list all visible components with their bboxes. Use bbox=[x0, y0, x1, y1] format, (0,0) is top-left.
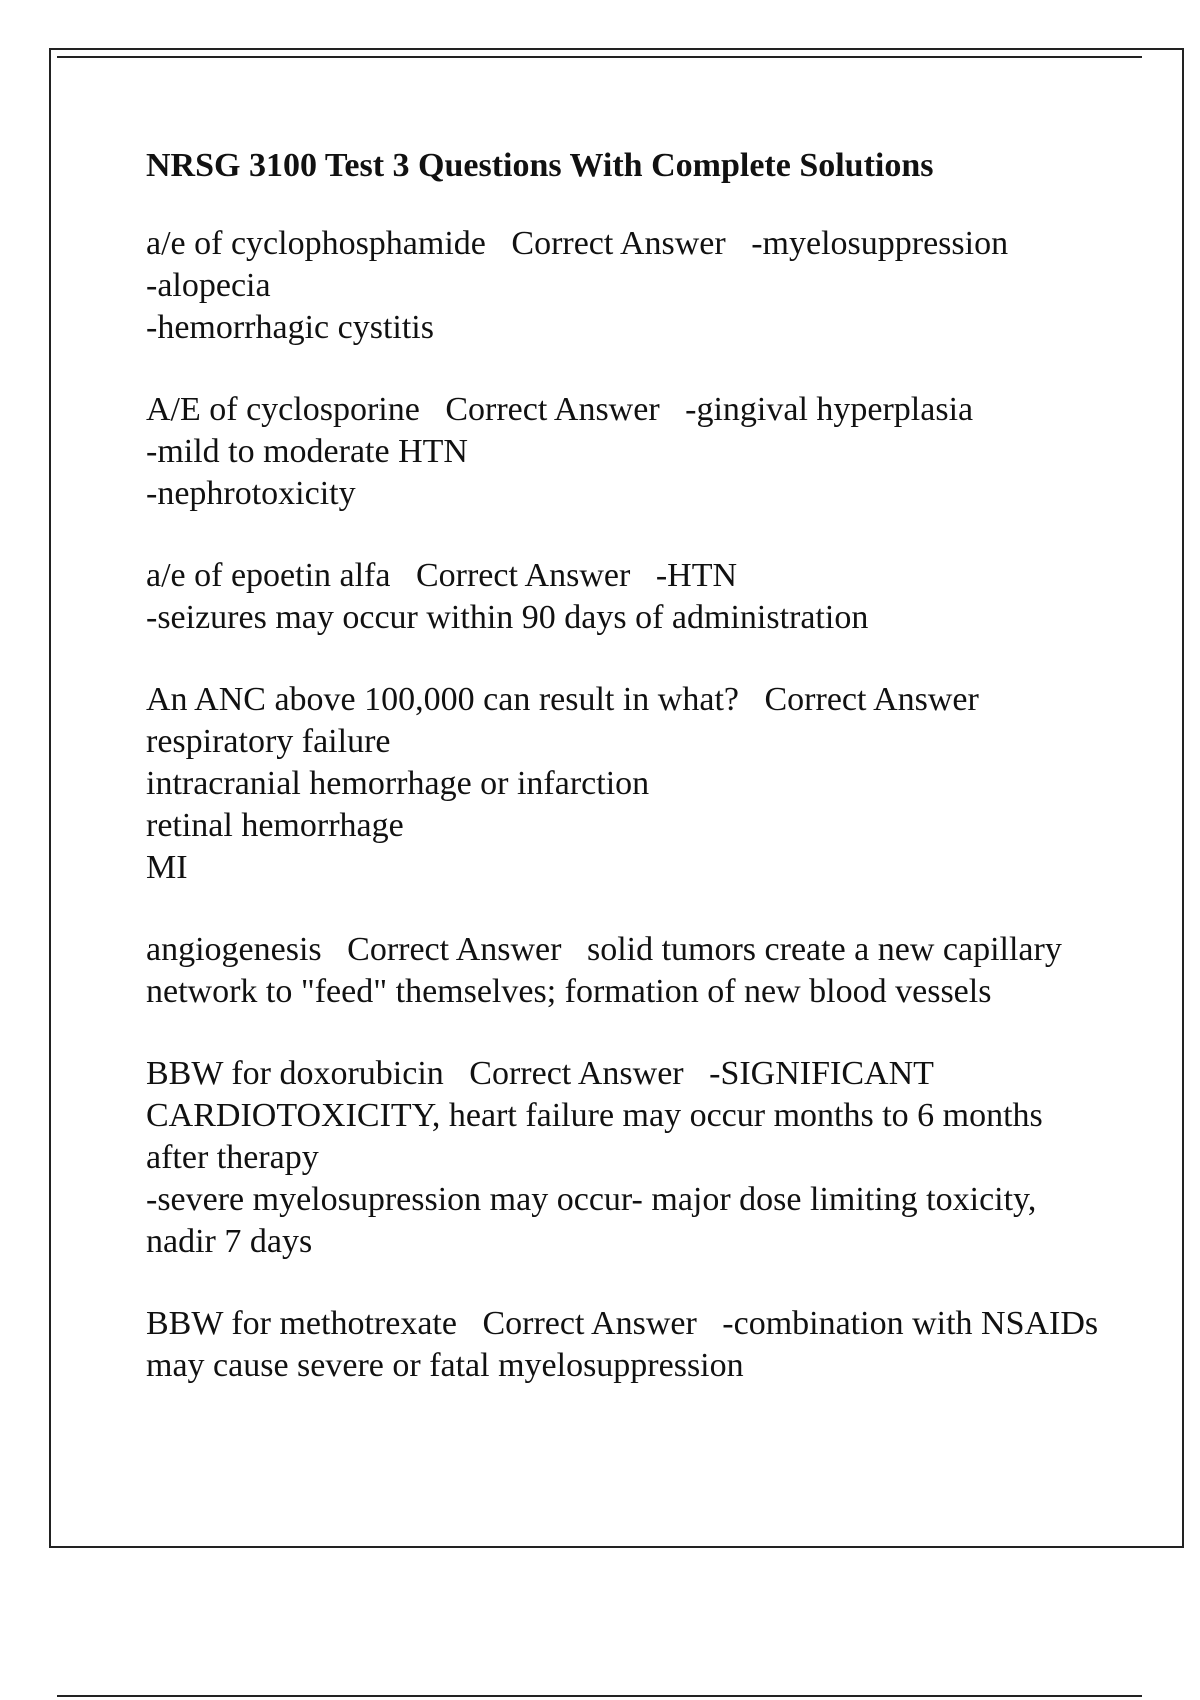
answer-text: -SIGNIFICANT CARDIOTOXICITY, heart failure may occur months to 6 months after therapy -severe myelosupression may occur- major dose limiting toxicity, nadir 7 days bbox=[146, 1055, 1043, 1260]
footer-rule bbox=[57, 1695, 1142, 1697]
correct-answer-label: Correct Answer bbox=[482, 1305, 697, 1342]
correct-answer-label: Correct Answer bbox=[764, 681, 979, 718]
qa-entry bbox=[146, 1053, 1106, 1263]
document-body bbox=[146, 145, 1106, 1427]
correct-answer-label: Correct Answer bbox=[469, 1055, 684, 1092]
question-term: BBW for methotrexate bbox=[146, 1305, 457, 1342]
answer-text: -combination with NSAIDs may cause severe or fatal myelosuppression bbox=[146, 1305, 1107, 1384]
question-term: BBW for doxorubicin bbox=[146, 1055, 444, 1092]
answer-text: -gingival hyperplasia -mild to moderate HTN -nephrotoxicity bbox=[146, 391, 974, 512]
answer-text: respiratory failure intracranial hemorrhage or infarction retinal hemorrhage MI bbox=[146, 723, 650, 886]
qa-entry bbox=[146, 389, 1106, 515]
answer-text: -HTN -seizures may occur within 90 days of administration bbox=[146, 557, 869, 636]
answer-text: -myelosuppression -alopecia -hemorrhagic cystitis bbox=[146, 225, 1009, 346]
correct-answer-label: Correct Answer bbox=[415, 557, 631, 594]
qa-entry bbox=[146, 555, 1106, 639]
question-term: angiogenesis bbox=[146, 931, 322, 968]
answer-text: solid tumors create a new capillary network to "feed" themselves; formation of new blood vessels bbox=[146, 931, 1071, 1010]
qa-entry bbox=[146, 929, 1106, 1013]
question-term: a/e of cyclophosphamide bbox=[146, 225, 486, 262]
correct-answer-label: Correct Answer bbox=[347, 931, 562, 968]
qa-entry bbox=[146, 223, 1106, 349]
question-term: A/E of cyclosporine bbox=[146, 391, 420, 428]
qa-entry bbox=[146, 679, 1106, 889]
question-term: An ANC above 100,000 can result in what? bbox=[146, 681, 739, 718]
header-rule bbox=[57, 56, 1142, 58]
document-title: NRSG 3100 Test 3 Questions With Complete Solutions bbox=[146, 147, 934, 184]
question-term: a/e of epoetin alfa bbox=[146, 557, 391, 594]
correct-answer-label: Correct Answer bbox=[445, 391, 660, 428]
qa-entry bbox=[146, 1303, 1106, 1387]
correct-answer-label: Correct Answer bbox=[511, 225, 726, 262]
